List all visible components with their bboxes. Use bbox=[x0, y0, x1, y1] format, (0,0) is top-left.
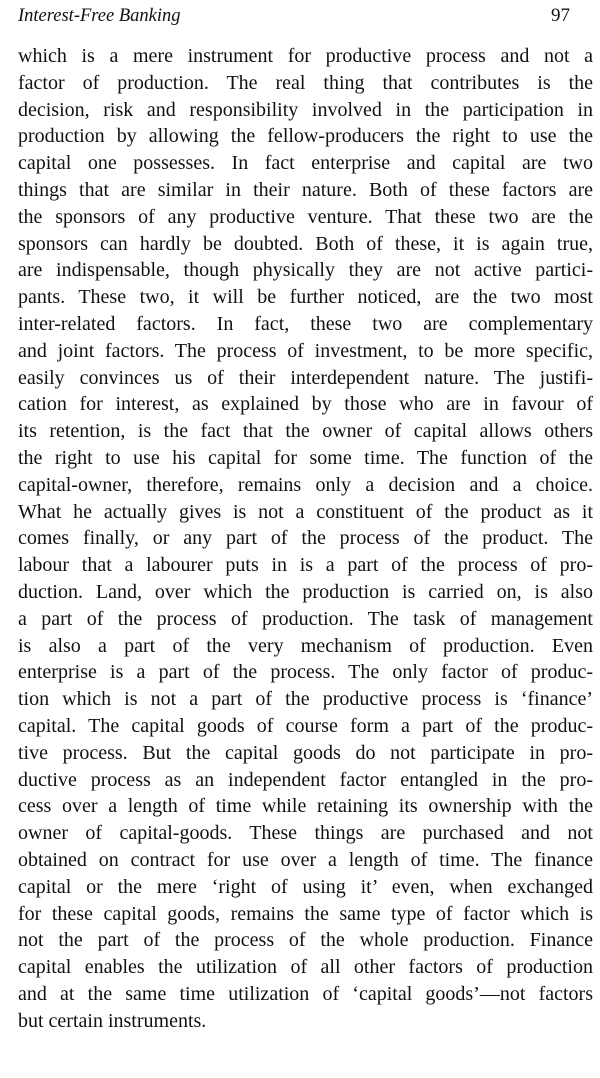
text-line: capital one possesses. In fact enterprise and capital are two bbox=[18, 152, 593, 175]
text-line: capital enables the utilization of all other factors of production bbox=[18, 956, 593, 979]
text-line: tion which is not a part of the productive process is ‘finance’ bbox=[18, 688, 593, 711]
running-head bbox=[18, 4, 570, 28]
text-line: the sponsors of any productive venture. That these two are the bbox=[18, 205, 593, 228]
text-line: inter-related factors. In fact, these two are complementary bbox=[18, 312, 593, 335]
text-line: ductive process as an independent factor entangled in the pro- bbox=[18, 768, 593, 791]
text-line: things that are similar in their nature. Both of these factors are bbox=[18, 178, 593, 201]
text-line: capital. The capital goods of course form a part of the produc- bbox=[18, 714, 593, 737]
text-line: pants. These two, it will be further noticed, are the two most bbox=[18, 286, 593, 309]
text-line: and joint factors. The process of investment, to be more specific, bbox=[18, 339, 593, 362]
text-line: are indispensable, though physically they are not active partici- bbox=[18, 259, 593, 282]
text-line: and at the same time utilization of ‘capital goods’—not factors bbox=[18, 982, 593, 1005]
page-number: 97 bbox=[551, 5, 570, 26]
text-line: for these capital goods, remains the same type of factor which is bbox=[18, 902, 593, 925]
text-line: cess over a length of time while retaining its ownership with the bbox=[18, 795, 593, 818]
text-line: capital or the mere ‘right of using it’ even, when exchanged bbox=[18, 875, 593, 898]
text-line: capital-owner, therefore, remains only a decision and a choice. bbox=[18, 473, 593, 496]
text-line: owner of capital-goods. These things are purchased and not bbox=[18, 822, 593, 845]
text-line: obtained on contract for use over a length of time. The finance bbox=[18, 848, 593, 871]
text-line: tive process. But the capital goods do not participate in pro- bbox=[18, 741, 593, 764]
text-line: a part of the process of production. The task of management bbox=[18, 607, 593, 630]
text-line: What he actually gives is not a constituent of the product as it bbox=[18, 500, 593, 523]
text-line-last: but certain instruments. bbox=[18, 1009, 207, 1032]
text-line: which is a mere instrument for productive process and not a bbox=[18, 45, 593, 67]
text-line: production by allowing the fellow-producers the right to use the bbox=[18, 125, 593, 148]
text-line: its retention, is the fact that the owner of capital allows others bbox=[18, 420, 593, 443]
body-paragraph bbox=[18, 43, 593, 1034]
text-line: labour that a labourer puts in is a part of the process of pro- bbox=[18, 554, 593, 577]
text-line: enterprise is a part of the process. The only factor of produc- bbox=[18, 661, 593, 684]
text-line: is also a part of the very mechanism of production. Even bbox=[18, 634, 593, 657]
text-line: factor of production. The real thing that contributes is the bbox=[18, 71, 593, 94]
text-line: duction. Land, over which the production is carried on, is also bbox=[18, 580, 593, 603]
text-line: not the part of the process of the whole production. Finance bbox=[18, 929, 593, 952]
text-line: the right to use his capital for some time. The function of the bbox=[18, 446, 593, 469]
text-line: easily convinces us of their interdependent nature. The justifi- bbox=[18, 366, 593, 389]
text-line: comes finally, or any part of the process of the product. The bbox=[18, 527, 593, 550]
running-title: Interest-Free Banking bbox=[18, 6, 181, 26]
text-line: sponsors can hardly be doubted. Both of these, it is again true, bbox=[18, 232, 593, 255]
text-line: decision, risk and responsibility involved in the participation in bbox=[18, 98, 593, 121]
text-line: cation for interest, as explained by those who are in favour of bbox=[18, 393, 593, 416]
